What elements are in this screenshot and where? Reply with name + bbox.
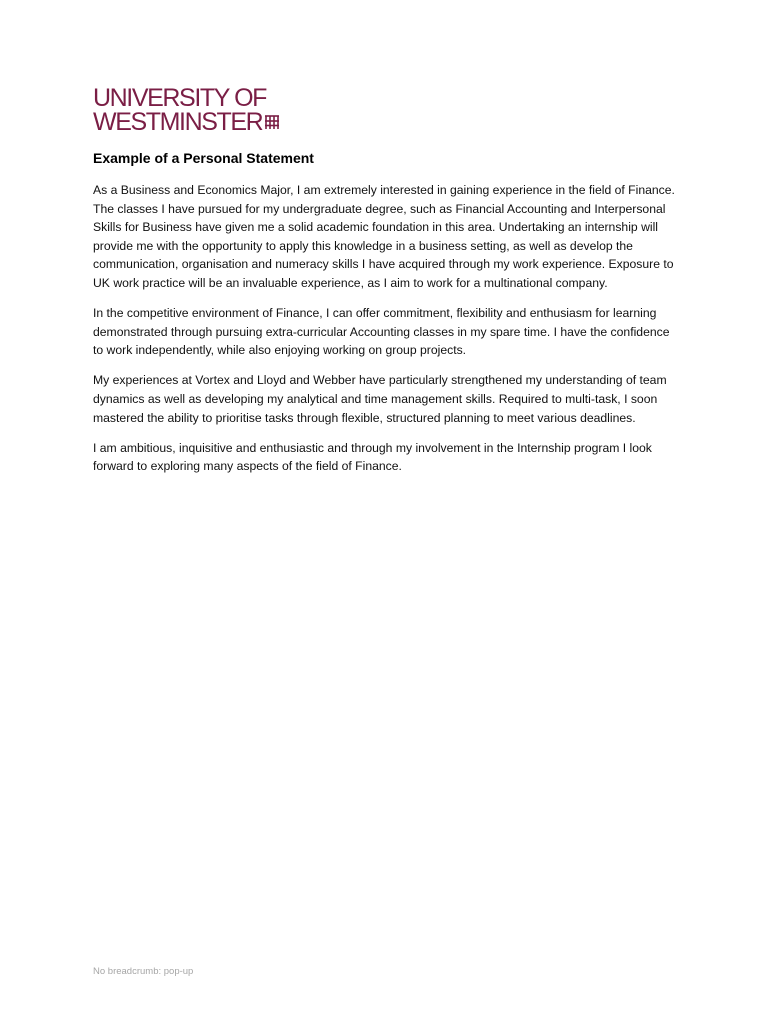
paragraph: I am ambitious, inquisitive and enthusiastic and through my involvement in the Internship program I look forward to exploring many aspects of the field of Finance. [93,440,652,474]
logo-line-2: WESTMINSTER [93,108,263,136]
logo-line-2-row [93,110,280,134]
university-logo [93,86,280,134]
document-body [93,181,683,487]
document-title: Example of a Personal Statement [93,150,314,166]
paragraph: My experiences at Vortex and Lloyd and Webber have particularly strengthened my understanding of team dynamics as well as developing my analytical and time management skills. Required to multi-task, I soon mastered the ability to prioritise tasks through flexible, structured planning to meet various deadlines. [93,373,667,425]
paragraph: As a Business and Economics Major, I am extremely interested in gaining experience in the field of Finance. The classes I have pursued for my undergraduate degree, such as Financial Accounting and Interpersonal Skills for Business have given me a solid academic foundation in this area. Undertaking an internship will provide me with the opportunity to apply this knowledge in a business setting, as well as develop the communication, organisation and numeracy skills I have acquired through my work experience. Exposure to UK work practice will be an invaluable experience, as I aim to work for a multinational company. [93,183,675,290]
paragraph: In the competitive environment of Finance, I can offer commitment, flexibility and enthusiasm for learning demonstrated through pursuing extra-curricular Accounting classes in my spare time. I have the confidence to work independently, while also enjoying working on group projects. [93,306,670,358]
logo-line-1: UNIVERSITY OF [93,84,267,112]
portcullis-icon [264,114,280,130]
footer-note: No breadcrumb: pop-up [93,966,194,977]
